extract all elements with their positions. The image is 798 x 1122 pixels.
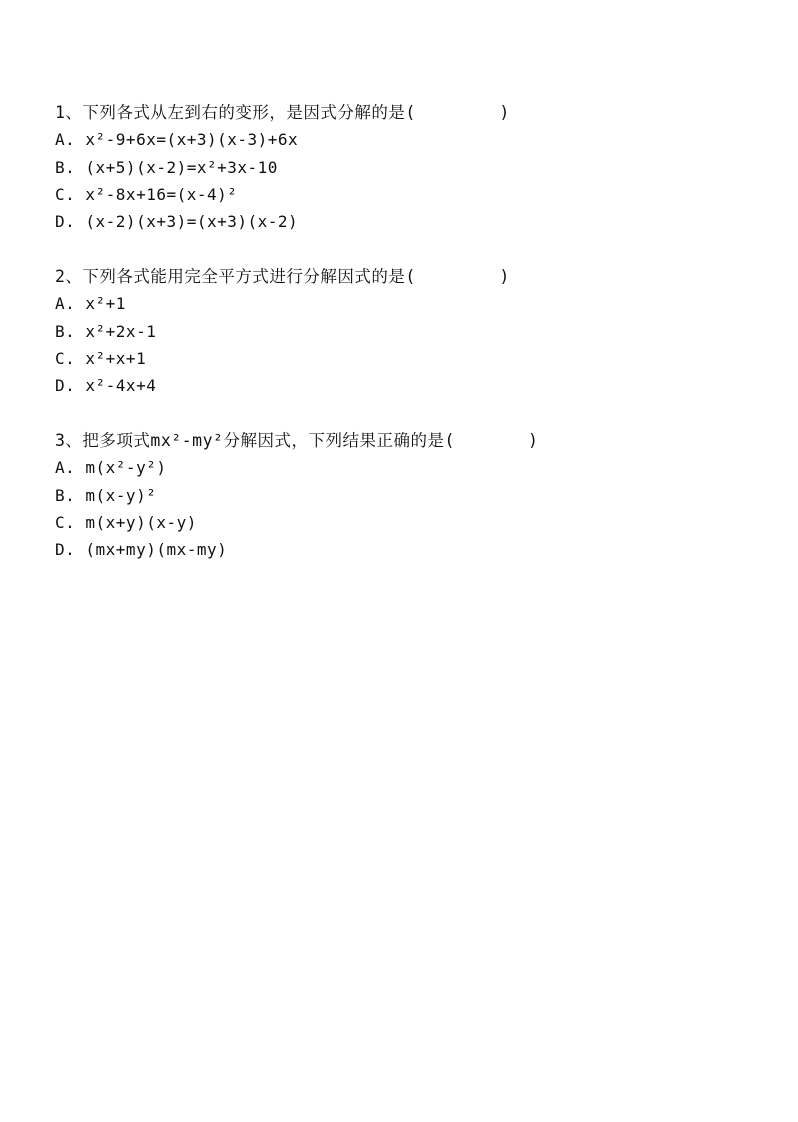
option-b: B. (x+5)(x-2)=x²+3x-10 bbox=[55, 157, 278, 177]
question-stem: 1、下列各式从左到右的变形，是因式分解的是( ) bbox=[55, 103, 510, 122]
option-c: C. m(x+y)(x-y) bbox=[55, 512, 197, 532]
option-b: B. x²+2x-1 bbox=[55, 321, 157, 341]
option-d: D. x²-4x+4 bbox=[55, 376, 157, 396]
question-3 bbox=[55, 427, 755, 563]
option-d: D. (mx+my)(mx-my) bbox=[55, 540, 228, 560]
question-2 bbox=[55, 263, 755, 399]
option-a: A. x²+1 bbox=[55, 294, 126, 314]
option-c: C. x²-8x+16=(x-4)² bbox=[55, 184, 238, 204]
question-1 bbox=[55, 99, 755, 235]
option-a: A. x²-9+6x=(x+3)(x-3)+6x bbox=[55, 130, 299, 150]
option-d: D. (x-2)(x+3)=(x+3)(x-2) bbox=[55, 212, 299, 232]
option-a: A. m(x²-y²) bbox=[55, 458, 167, 478]
option-c: C. x²+x+1 bbox=[55, 348, 147, 368]
question-stem: 3、把多项式mx²-my²分解因式，下列结果正确的是( ) bbox=[55, 431, 539, 450]
question-stem: 2、下列各式能用完全平方式进行分解因式的是( ) bbox=[55, 267, 510, 286]
option-b: B. m(x-y)² bbox=[55, 485, 157, 505]
